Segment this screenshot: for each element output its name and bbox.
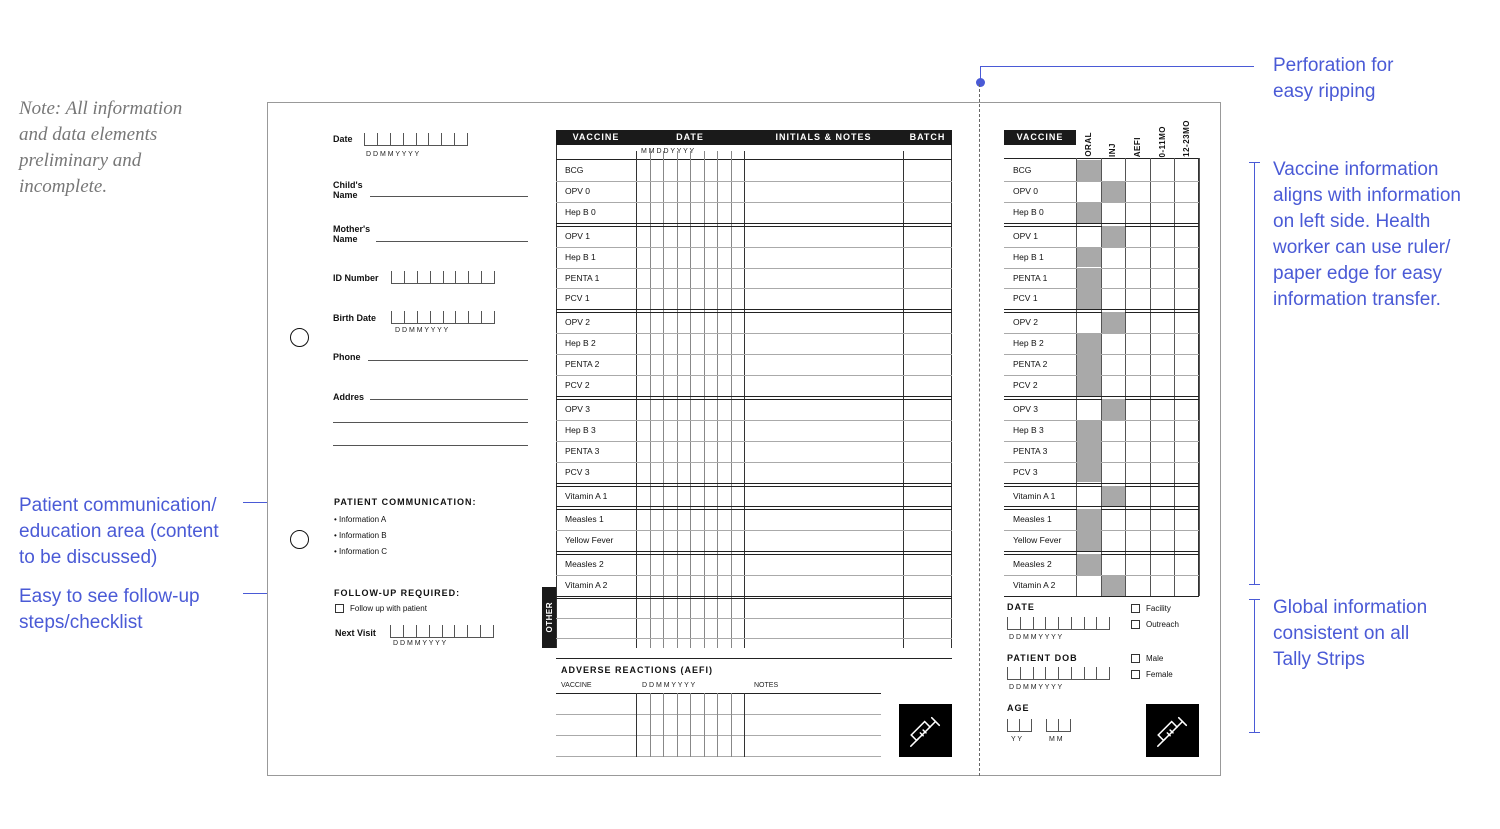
tally-grid [1004,158,1199,591]
binder-hole-top [290,328,309,347]
vaccine-row-label: Hep B 1 [565,251,596,262]
tally-shaded-cell [1102,312,1126,333]
vaccine-row-label: PCV 1 [565,293,590,304]
tally-date-boxes[interactable] [1007,617,1110,630]
vaccine-row-entry[interactable] [636,268,952,289]
alignment-annotation: Vaccine information aligns with information on left side. Health worker can use ruler/ paper edge for easy information transfer. [1273,159,1461,310]
address-field-2[interactable] [333,422,528,423]
communication-title: PATIENT COMMUNICATION: [334,497,477,507]
group-divider [556,506,952,507]
alignment-bracket-top [1249,162,1260,163]
tally-group-divider [1004,596,1199,597]
global-annotation: Global information consistent on all Tally Strips [1273,597,1428,670]
tally-shaded-cell [1077,268,1101,289]
facility-checkbox[interactable] [1131,604,1140,613]
vaccine-row-entry[interactable] [636,441,952,462]
tally-shaded-cell [1102,486,1126,507]
vaccine-row-label: OPV 0 [565,185,591,196]
adverse-col-date: D D M M Y Y Y Y [642,682,696,689]
outreach-label: Outreach [1146,620,1179,629]
other-tab [542,587,556,648]
outreach-checkbox[interactable] [1131,620,1140,629]
vaccine-row-entry[interactable] [636,312,952,333]
tally-group-divider [1004,309,1199,310]
vaccine-row-entry[interactable] [636,160,952,181]
tally-shaded-cell [1077,530,1101,551]
address-field-3[interactable] [333,445,528,446]
next-visit-format: D D M M Y Y Y Y [393,640,447,647]
tally-age-months: M M [1049,736,1063,743]
child-name-label: Child's Name [333,180,363,200]
global-bracket-top [1249,599,1260,600]
facility-option[interactable] [1131,604,1171,614]
tally-shaded-cell [1102,399,1126,420]
communication-item-b: • Information B [334,531,387,540]
vaccine-row-label: OPV 2 [565,317,591,328]
syringe-badge-left [899,704,952,757]
tally-row-label: OPV 0 [1013,185,1039,196]
tally-row-label: Yellow Fever [1013,535,1062,546]
id-number-label: ID Number [333,273,379,283]
followup-checkbox-row[interactable] [335,604,427,614]
header-batch: BATCH [909,132,946,142]
tally-row-label: PENTA 3 [1013,445,1048,456]
syringe-icon [1154,712,1192,750]
perforation-leader-h [980,66,1254,67]
alignment-bracket-bottom [1249,584,1260,585]
address-label: Addres [333,392,365,402]
aefi-date-line [690,693,691,757]
tally-col-label: ORAL [1083,132,1093,157]
tally-row-label: Measles 2 [1013,559,1052,570]
birth-date-boxes[interactable] [391,311,495,324]
phone-label: Phone [333,352,361,362]
tally-shaded-cell [1077,333,1101,354]
tally-col-0-11mo [1150,112,1175,157]
vaccine-row-entry[interactable] [636,354,952,375]
aefi-column-divider [636,693,637,757]
child-name-field[interactable] [370,196,528,197]
tally-shaded-cell [1077,202,1101,223]
aefi-column-divider [744,693,745,757]
binder-hole-bottom [290,530,309,549]
tally-col-aefi [1125,112,1150,157]
vaccine-row-entry[interactable] [636,530,952,551]
tally-group-divider [1004,223,1199,224]
vaccine-row-entry[interactable] [636,420,952,441]
vaccine-row-label: PCV 3 [565,466,590,477]
tally-age-months-boxes[interactable] [1046,719,1071,732]
vaccine-row-label: Measles 2 [565,559,604,570]
tally-shaded-cell [1102,181,1126,202]
vaccine-row-label: PENTA 3 [565,445,600,456]
aefi-date-line [650,693,651,757]
female-label: Female [1146,670,1173,679]
vaccine-row-label: Measles 1 [565,514,604,525]
tally-col-label: 12-23MO [1182,120,1192,157]
vaccine-row-label: PCV 2 [565,380,590,390]
vaccine-row-label: Vitamin A 2 [565,580,608,591]
communication-item-c: • Information C [334,547,388,556]
vaccine-row-label: OPV 1 [565,230,591,241]
vaccine-row-entry[interactable] [636,288,952,309]
vaccine-row-entry[interactable] [636,554,952,575]
perforation-annotation: Perforation for easy ripping [1273,55,1394,102]
tally-col-label: INJ [1108,143,1118,157]
address-field-1[interactable] [370,399,528,400]
tally-row-label: PCV 1 [1013,293,1038,304]
tally-dob-boxes[interactable] [1007,667,1110,680]
male-option[interactable] [1131,654,1163,664]
followup-annotation: Easy to see follow-up steps/checklist [19,586,200,633]
followup-title: FOLLOW-UP REQUIRED: [334,588,461,598]
vaccine-row-entry[interactable] [636,226,952,247]
header-vaccine: VACCINE [572,132,620,142]
vaccine-row-entry[interactable] [636,462,952,483]
adverse-col-notes: NOTES [754,682,779,689]
tally-col-oral [1076,112,1101,157]
mother-name-label: Mother's Name [333,224,371,244]
tally-group-divider [1004,506,1199,507]
tally-shaded-cell [1077,354,1101,375]
date-boxes[interactable] [364,133,468,146]
vaccine-row-label: Hep B 0 [565,206,596,217]
group-divider [556,223,952,224]
tally-row-label: PENTA 1 [1013,272,1048,283]
other-row-line[interactable] [556,618,952,619]
next-visit-label: Next Visit [335,628,376,638]
tally-age-years-boxes[interactable] [1007,719,1032,732]
group-divider [556,551,952,552]
vaccine-row-label: PENTA 2 [565,359,600,370]
tally-row-label: Hep B 0 [1013,206,1044,217]
perforation-line [979,84,980,776]
vaccine-row-label: Hep B 3 [565,424,596,435]
tally-shaded-cell [1077,441,1101,462]
vaccine-row-label: Vitamin A 1 [565,490,608,501]
mother-name-field[interactable] [376,241,528,242]
vaccine-row-entry[interactable] [636,575,952,596]
tally-shaded-cell [1077,420,1101,441]
tally-header-vaccine: VACCINE [1004,130,1076,145]
tally-shaded-cell [1077,160,1101,181]
vaccine-row-entry[interactable] [636,202,952,223]
main-date-format: M M D D Y Y Y Y [641,148,695,155]
outreach-option[interactable] [1131,620,1179,630]
tally-row-label: Vitamin A 1 [1013,490,1056,501]
female-checkbox[interactable] [1131,670,1140,679]
followup-checkbox-label: Follow up with patient [350,604,427,613]
tally-col-label: AEFI [1132,136,1142,157]
tally-col-inj [1101,112,1126,157]
aefi-date-line [663,693,664,757]
vaccine-row-label: PENTA 1 [565,272,600,283]
phone-field[interactable] [368,360,528,361]
next-visit-boxes[interactable] [390,625,494,638]
female-option[interactable] [1131,670,1173,680]
tally-dob-label: PATIENT DOB [1007,653,1078,663]
vaccine-row-entry[interactable] [636,399,952,420]
birth-date-label: Birth Date [333,313,377,323]
tally-column-headers [1076,112,1199,157]
header-date: DATE [676,132,704,142]
aefi-date-line [717,693,718,757]
aefi-top-rule [556,693,881,694]
tally-group-divider [1004,483,1199,484]
vaccine-row-entry[interactable] [636,509,952,530]
aefi-row-line[interactable] [556,714,881,715]
tally-dob-format: D D M M Y Y Y Y [1009,684,1063,691]
vaccine-row-entry[interactable] [636,333,952,354]
tally-row-label: OPV 2 [1013,317,1039,328]
alignment-bracket [1254,162,1255,584]
aefi-date-line [677,693,678,757]
tally-row-label: OPV 3 [1013,403,1039,414]
vaccine-row-label: Yellow Fever [565,535,614,546]
tally-row-label: OPV 1 [1013,230,1039,241]
aefi-date-line [704,693,705,757]
tally-shaded-cell [1077,462,1101,483]
tally-date-label: DATE [1007,602,1035,612]
preliminary-note: Note: All information and data elements preliminary and incomplete. [19,98,183,197]
birth-date-format: D D M M Y Y Y Y [395,327,449,334]
vaccine-row-label: OPV 3 [565,403,591,414]
other-row-line[interactable] [556,658,952,659]
other-top-rule [556,598,952,599]
aefi-row-line[interactable] [556,756,881,757]
tally-date-format: D D M M Y Y Y Y [1009,634,1063,641]
tally-col-12-23mo [1174,112,1199,157]
tally-shaded-cell [1077,288,1101,309]
vaccine-row-entry[interactable] [636,247,952,268]
tally-group-divider [1004,551,1199,552]
adverse-grid [556,693,881,757]
syringe-icon [907,712,945,750]
syringe-badge-right [1146,704,1199,757]
aefi-row-line[interactable] [556,735,881,736]
header-initials-notes: INITIALS & NOTES [775,132,872,142]
global-bracket-bottom [1249,732,1260,733]
tally-row-label: PENTA 2 [1013,359,1048,370]
tally-age-label: AGE [1007,703,1030,713]
followup-checkbox[interactable] [335,604,344,613]
global-bracket [1254,599,1255,732]
communication-item-a: • Information A [334,515,387,524]
tally-row-label: Vitamin A 2 [1013,580,1056,591]
vaccine-row-label: Hep B 2 [565,338,596,349]
tally-row-label: Hep B 3 [1013,424,1044,435]
group-divider [556,483,952,484]
vaccine-row-entry[interactable] [636,181,952,202]
tally-shaded-cell [1102,575,1126,596]
vaccination-grid [556,145,952,648]
tally-shaded-cell [1077,247,1101,268]
tally-row-label: BCG [1013,165,1032,175]
other-row-line[interactable] [556,638,952,639]
communication-annotation: Patient communication/ education area (content to be discussed) [19,495,219,568]
id-number-boxes[interactable] [391,271,495,284]
tally-shaded-cell [1077,554,1101,575]
tally-row-label: Hep B 2 [1013,338,1044,349]
tally-age-years: Y Y [1011,736,1023,743]
tally-shaded-cell [1102,226,1126,247]
other-label: OTHER [544,602,554,633]
tally-row-label: Hep B 1 [1013,251,1044,262]
group-divider [556,596,952,597]
vaccine-row-label: BCG [565,165,584,175]
male-checkbox[interactable] [1131,654,1140,663]
date-label: Date [333,134,353,144]
date-format: D D M M Y Y Y Y [366,151,420,158]
tally-shaded-cell [1077,509,1101,530]
tally-shaded-cell [1077,375,1101,396]
vaccine-row-entry[interactable] [636,486,952,507]
group-divider [556,309,952,310]
perforation-leader-v [980,66,981,82]
aefi-date-line [731,693,732,757]
tally-group-divider [1004,396,1199,397]
adverse-title: ADVERSE REACTIONS (AEFI) [561,665,714,675]
tally-col-label: 0-11MO [1157,125,1167,157]
tally-row-label: Measles 1 [1013,514,1052,525]
tally-col-line [1199,158,1200,596]
male-label: Male [1146,654,1164,663]
tally-row-label: PCV 3 [1013,466,1038,477]
group-divider [556,396,952,397]
tally-row-label: PCV 2 [1013,380,1038,390]
adverse-col-vaccine: VACCINE [561,682,592,689]
vaccine-row-entry[interactable] [636,375,952,396]
facility-label: Facility [1146,604,1171,613]
